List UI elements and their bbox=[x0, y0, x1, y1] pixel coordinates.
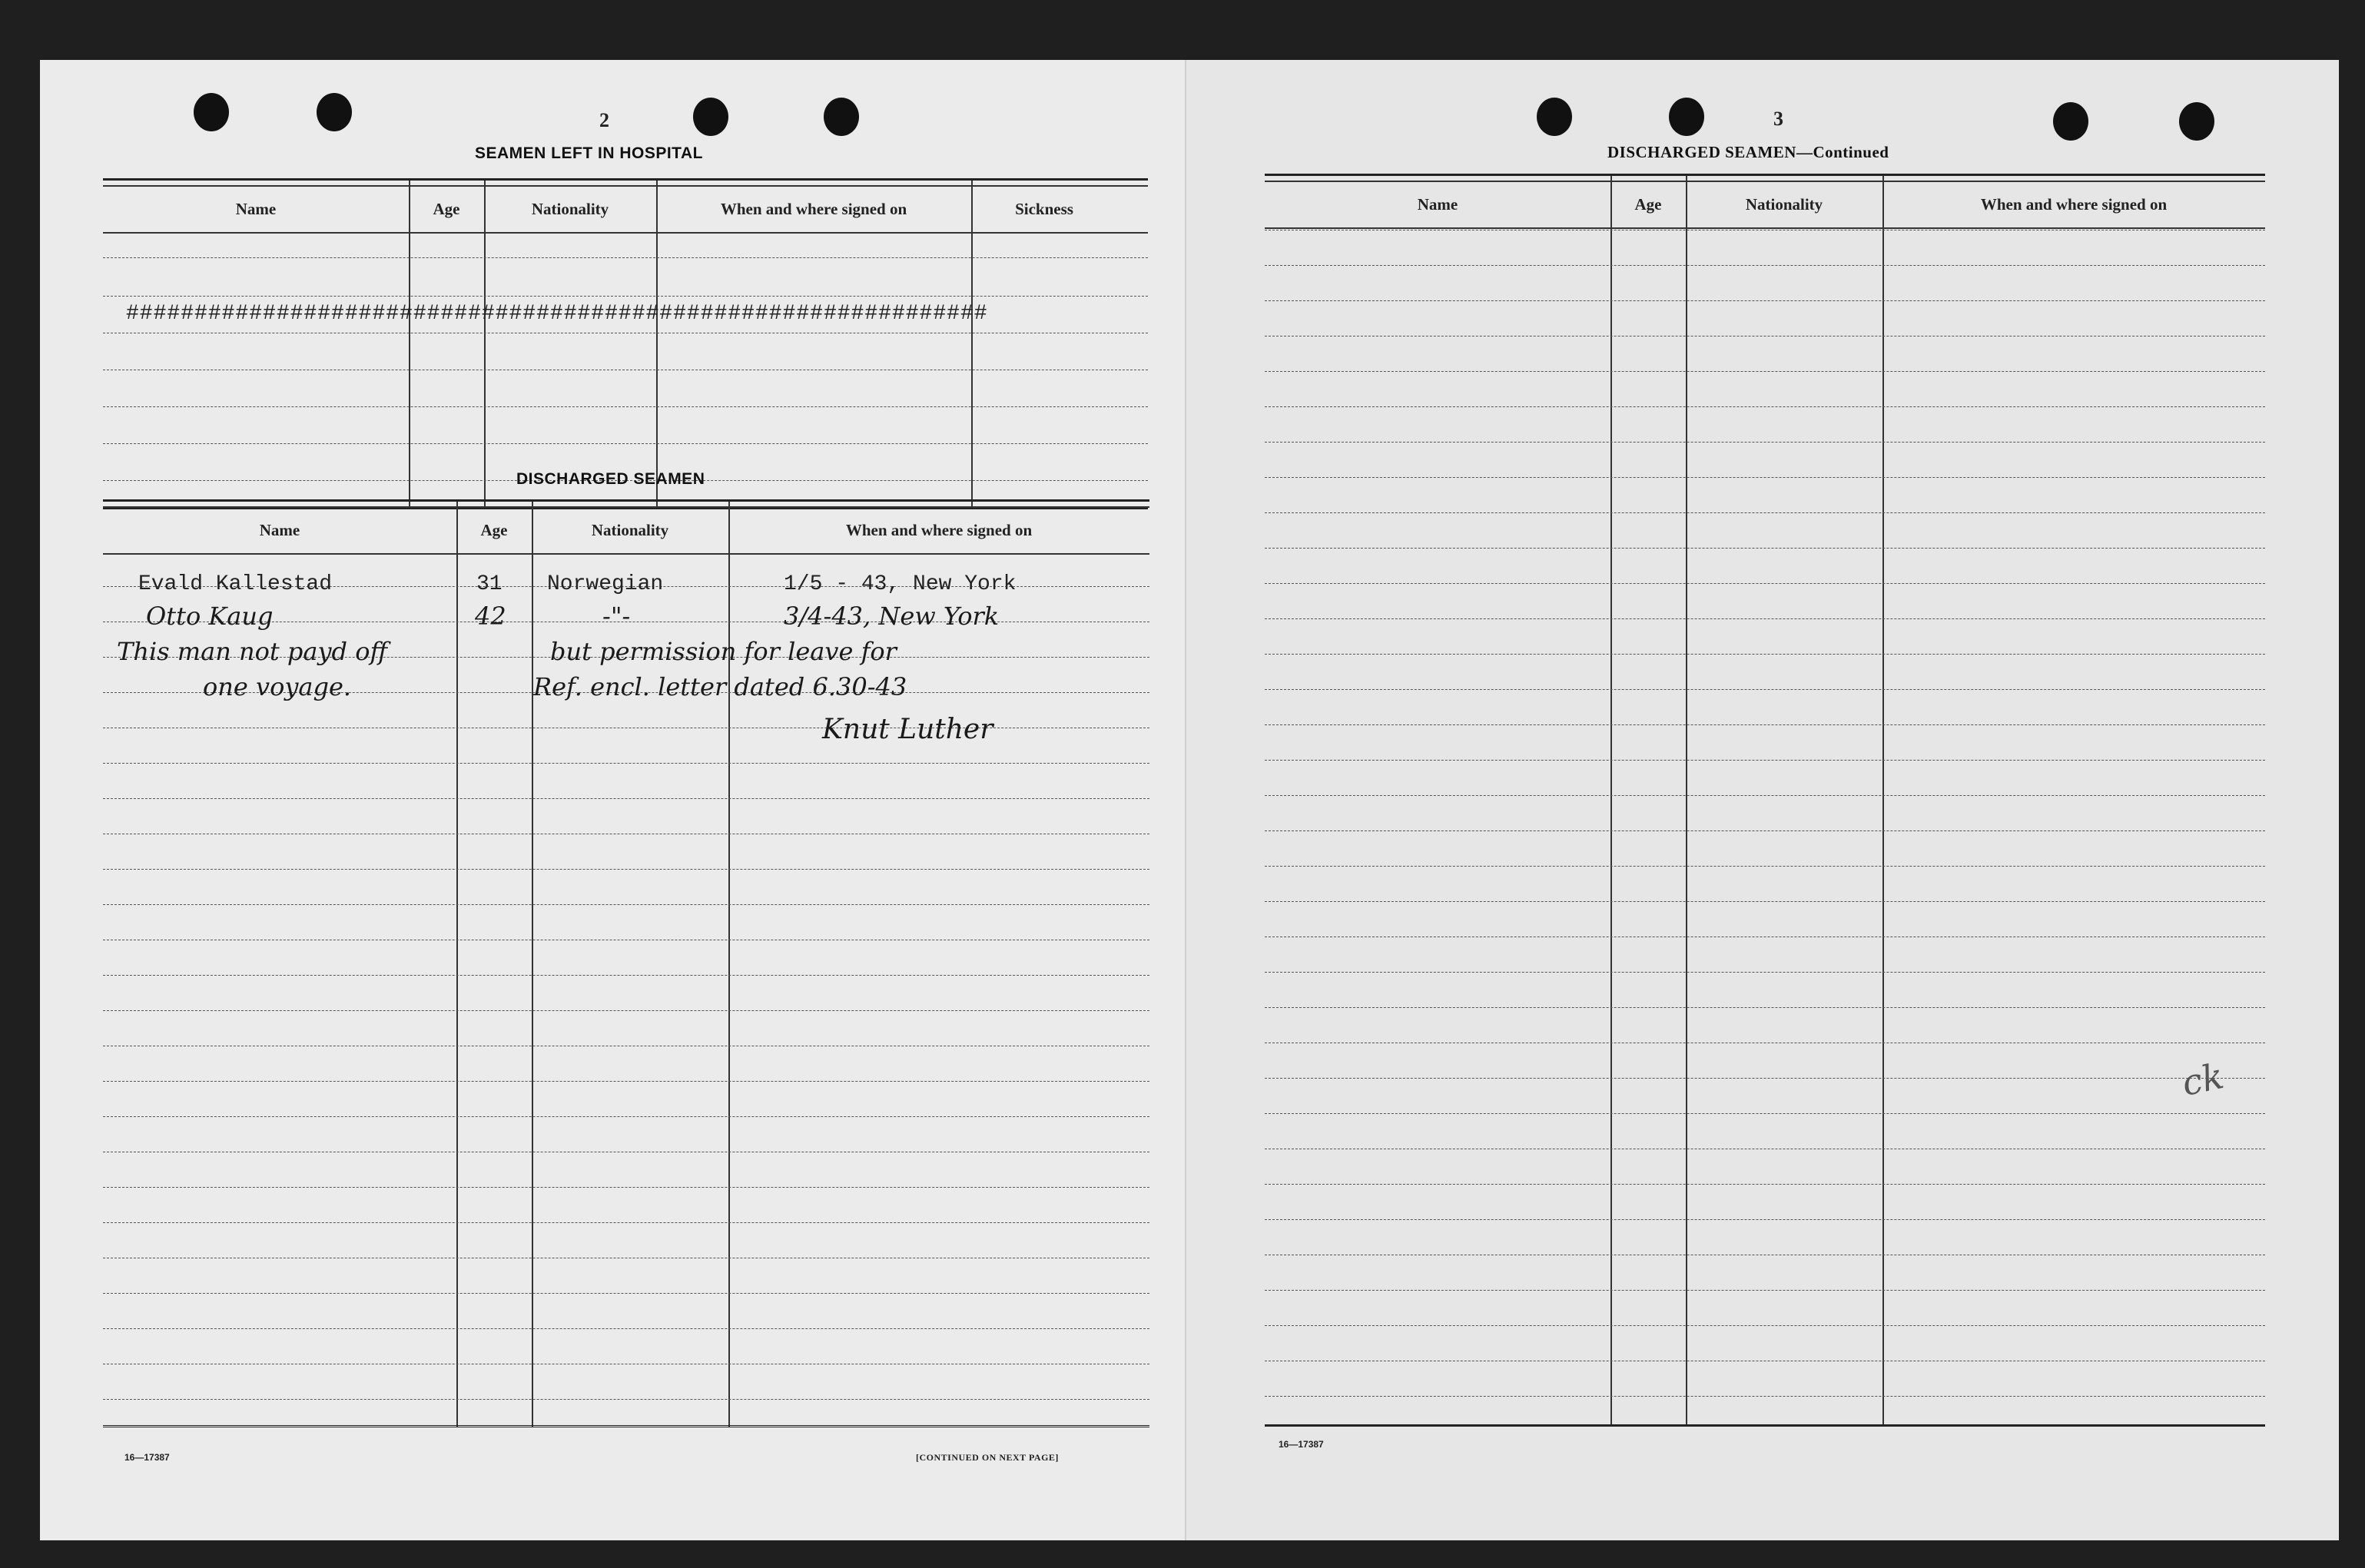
table-row bbox=[103, 763, 1149, 764]
table-row bbox=[103, 1081, 1149, 1082]
col-header-nationality: Nationality bbox=[591, 521, 669, 539]
page-number: 2 bbox=[599, 109, 609, 131]
table-row bbox=[103, 1399, 1149, 1400]
form-number: 16—17387 bbox=[1279, 1439, 1324, 1450]
form-number: 16—17387 bbox=[124, 1452, 170, 1463]
col-header-sickness: Sickness bbox=[1015, 200, 1073, 218]
continued-note: [CONTINUED ON NEXT PAGE] bbox=[916, 1452, 1059, 1463]
col-header-name: Name bbox=[235, 200, 277, 218]
table-row bbox=[103, 1293, 1149, 1294]
table-row bbox=[103, 1116, 1149, 1117]
col-header-age: Age bbox=[433, 200, 460, 218]
punch-hole bbox=[824, 98, 859, 136]
entry-nationality: Norwegian bbox=[547, 572, 664, 596]
table-row bbox=[103, 1328, 1149, 1329]
entry-signed-on: 1/5 - 43, New York bbox=[784, 572, 1017, 596]
table-row bbox=[103, 1010, 1149, 1011]
right-page bbox=[1185, 60, 2339, 1540]
col-header-age: Age bbox=[1634, 195, 1662, 214]
discharged-continued-table bbox=[1265, 174, 2265, 1427]
note-line: This man not payd off bbox=[117, 637, 388, 666]
col-header-signed-on: When and where signed on bbox=[845, 521, 1033, 539]
punch-hole bbox=[693, 98, 728, 136]
punch-hole bbox=[2053, 102, 2088, 141]
table-row bbox=[103, 296, 1148, 297]
punch-hole bbox=[317, 93, 352, 131]
table-row bbox=[103, 1222, 1149, 1223]
entry-age: 31 bbox=[476, 572, 503, 596]
table-row bbox=[103, 904, 1149, 905]
punch-hole bbox=[1537, 98, 1572, 136]
discharged-title: DISCHARGED SEAMEN bbox=[516, 470, 705, 488]
punch-hole bbox=[1669, 98, 1704, 136]
entry-name: Evald Kallestad bbox=[138, 572, 333, 596]
hospital-table bbox=[103, 178, 1148, 509]
signature: Knut Luther bbox=[822, 714, 993, 745]
table-row bbox=[103, 975, 1149, 976]
entry-nationality: -"- bbox=[602, 602, 631, 631]
table-row bbox=[103, 443, 1148, 444]
note-line: but permission for leave for bbox=[550, 637, 897, 666]
col-header-name: Name bbox=[259, 521, 300, 539]
table-row bbox=[103, 869, 1149, 870]
punch-hole bbox=[194, 93, 229, 131]
margin-mark: ck bbox=[2178, 1055, 2227, 1104]
note-line: Ref. encl. letter dated 6.30-43 bbox=[533, 672, 907, 701]
col-header-signed-on: When and where signed on bbox=[720, 200, 907, 218]
page-title: DISCHARGED SEAMEN—Continued bbox=[1607, 143, 1889, 161]
table-row bbox=[103, 406, 1148, 407]
col-header-nationality: Nationality bbox=[1745, 195, 1823, 214]
punch-hole bbox=[2179, 102, 2214, 141]
struck-out-entry: ############################################################### bbox=[126, 302, 988, 326]
col-header-nationality: Nationality bbox=[531, 200, 609, 218]
hospital-title: SEAMEN LEFT IN HOSPITAL bbox=[475, 144, 703, 162]
page-number: 3 bbox=[1773, 108, 1783, 130]
table-row bbox=[103, 257, 1148, 258]
col-header-name: Name bbox=[1417, 195, 1458, 214]
col-header-signed-on: When and where signed on bbox=[1980, 195, 2168, 214]
col-header-age: Age bbox=[480, 521, 508, 539]
discharged-table bbox=[103, 499, 1149, 1427]
table-row bbox=[103, 1187, 1149, 1188]
entry-age: 42 bbox=[475, 602, 506, 631]
left-page bbox=[40, 60, 1185, 1540]
entry-signed-on: 3/4-43, New York bbox=[784, 602, 1000, 631]
table-row bbox=[103, 798, 1149, 799]
entry-name: Otto Kaug bbox=[146, 602, 274, 631]
note-line: one voyage. bbox=[203, 672, 352, 701]
